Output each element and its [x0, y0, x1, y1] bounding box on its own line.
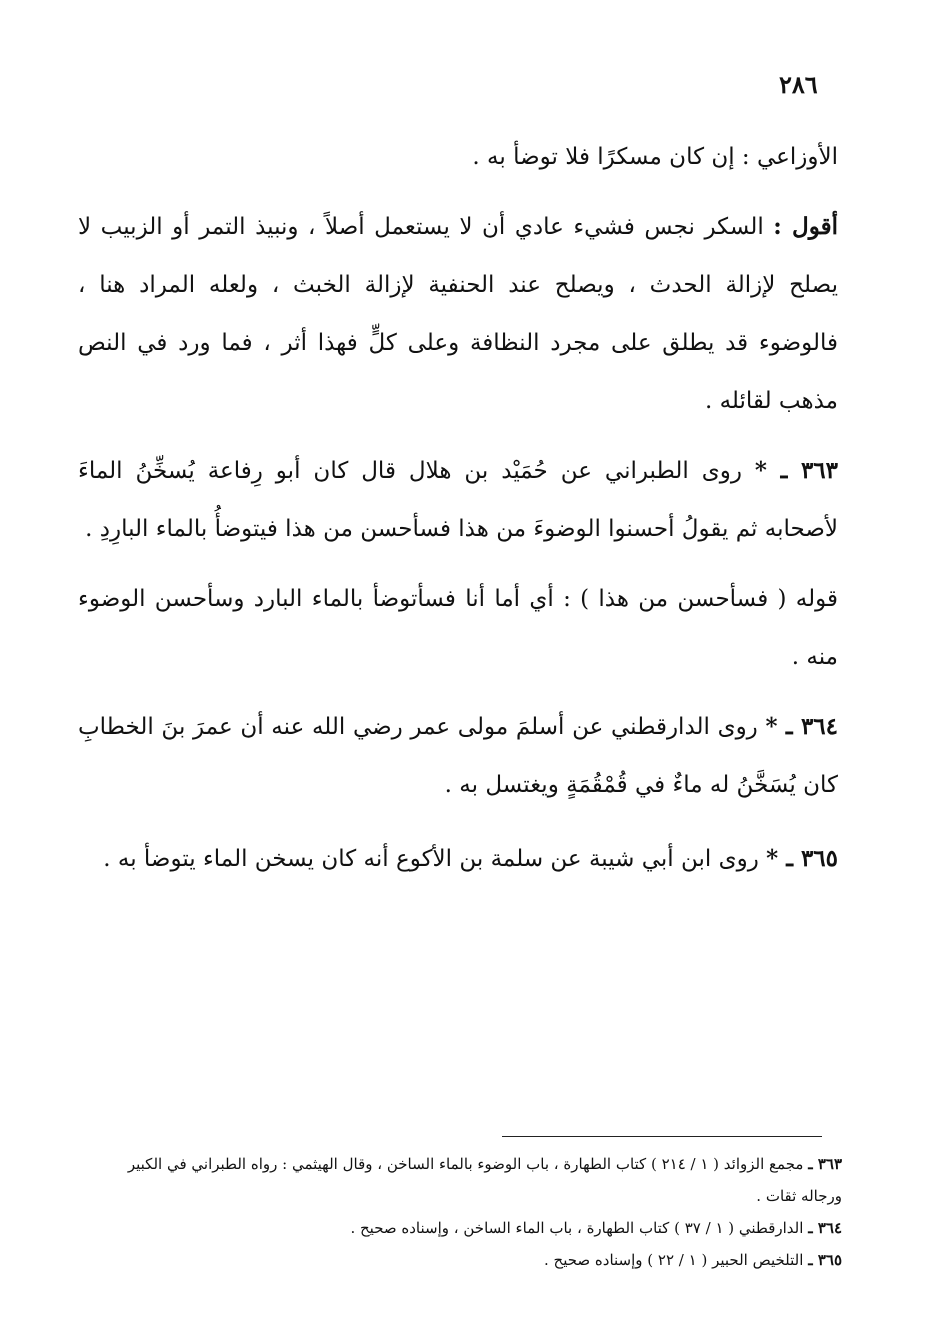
hadith-text: روى الطبراني عن حُمَيْد بن هلال قال كان أبو رِفاعة يُسخِّنُ الماءَ لأصحابه ثم يقولُ أحسنوا الوضوءَ من هذا فسأحسن من هذا فيتوضأُ بالماء البارِدِ .: [78, 458, 838, 542]
paragraph-aqul: [78, 198, 838, 430]
footnote-363: [80, 1148, 842, 1212]
hadith-number: ٣٦٥ ـ *: [766, 845, 838, 872]
main-text: [78, 128, 838, 888]
paragraph-text: السكر نجس فشيء عادي أن لا يستعمل أصلاً ، ونبيذ التمر أو الزبيب لا يصلح لإزالة الحدث ، ويصلح عند الحنفية لإزالة الخبث ، ولعله المراد هنا ، فالوضوء قد يطلق على مجرد النظافة وعلى كلٍّ فهذا أثر ، فما ورد في النص مذهب لقائله .: [78, 214, 838, 414]
paragraph-lead: أقول :: [773, 213, 838, 240]
paragraph-text: الأوزاعي : إن كان مسكرًا فلا توضأ به .: [472, 144, 838, 170]
footnote-text: الدارقطني ( ١ / ٣٧ ) كتاب الطهارة ، باب الماء الساخن ، وإسناده صحيح .: [350, 1219, 804, 1237]
commentary-paragraph: [78, 570, 838, 686]
paragraph-text: قوله ( فسأحسن من هذا ) : أي أما أنا فسأتوضأ بالماء البارد وسأحسن الوضوء منه .: [78, 586, 838, 670]
footnote-365: [80, 1244, 842, 1276]
hadith-text: روى الدارقطني عن أسلمَ مولى عمر رضي الله عنه أن عمرَ بنَ الخطابِ كان يُسَخَّنُ له ماءٌ في قُمْقُمَةٍ ويغتسل به .: [78, 714, 838, 798]
hadith-number: ٣٦٤ ـ *: [765, 713, 839, 740]
paragraph-awzai: [78, 128, 838, 186]
footnotes: [80, 1148, 842, 1276]
hadith-number: ٣٦٣ ـ *: [754, 457, 839, 484]
hadith-text: روى ابن أبي شيبة عن سلمة بن الأكوع أنه كان يسخن الماء يتوضأ به .: [103, 846, 759, 872]
page-number: ٢٨٦: [779, 70, 818, 99]
hadith-363: [78, 442, 838, 558]
footnote-number: ٣٦٣ ـ: [808, 1155, 842, 1173]
footnote-line: [80, 1148, 842, 1180]
footnote-text: التلخيص الحبير ( ١ / ٢٢ ) وإسناده صحيح .: [543, 1251, 804, 1269]
footnote-number: ٣٦٥ ـ: [808, 1251, 842, 1269]
footnote-number: ٣٦٤ ـ: [808, 1219, 842, 1237]
hadith-364: [78, 698, 838, 814]
hadith-365: [78, 830, 838, 888]
footnote-364: [80, 1212, 842, 1244]
footnote-text: مجمع الزوائد ( ١ / ٢١٤ ) كتاب الطهارة ، باب الوضوء بالماء الساخن ، وقال الهيثمي : رواه الطبراني في الكبير: [127, 1155, 804, 1173]
footnote-divider: [502, 1136, 822, 1137]
footnote-continuation: ورجاله ثقات .: [756, 1187, 842, 1205]
